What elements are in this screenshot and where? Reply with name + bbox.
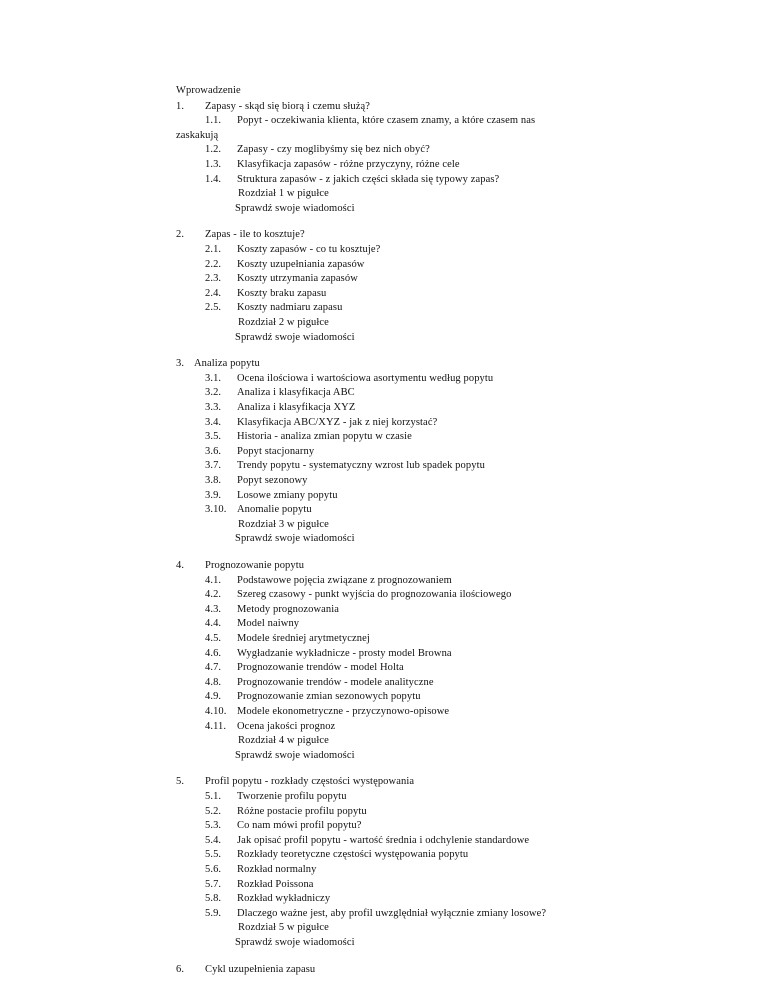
section-number: 1.1. bbox=[205, 115, 222, 127]
section-title: Analiza i klasyfikacja ABC bbox=[237, 387, 355, 399]
section-title: Klasyfikacja zapasów - różne przyczyny, różne cele bbox=[237, 159, 460, 170]
chapter-number: 1. bbox=[176, 100, 185, 112]
section-title: Losowe zmiany popytu bbox=[237, 489, 338, 501]
section-number: 4.1. bbox=[205, 574, 222, 586]
section-number: 4.6. bbox=[205, 647, 222, 659]
section-title: Modele ekonometryczne - przyczynowo-opisowe bbox=[237, 706, 450, 717]
section-title: Popyt sezonowy bbox=[237, 475, 308, 486]
section-number: 2.5. bbox=[205, 302, 222, 314]
section-number: 5.7. bbox=[205, 878, 222, 890]
section-number: 4.11. bbox=[205, 720, 227, 732]
section-number: 5.1. bbox=[205, 791, 222, 802]
section-number: 4.4. bbox=[205, 618, 222, 630]
section-title: Anomalie popytu bbox=[237, 504, 312, 516]
section-number: 5.3. bbox=[205, 820, 222, 832]
section-title: Co nam mówi profil popytu? bbox=[237, 820, 362, 832]
section-number: 2.3. bbox=[205, 273, 222, 285]
section-number: 4.9. bbox=[205, 691, 222, 703]
section-number: 5.4. bbox=[205, 834, 222, 846]
section-title: Modele średniej arytmetycznej bbox=[237, 633, 370, 644]
section-number: 2.4. bbox=[205, 287, 222, 299]
section-number: 3.5. bbox=[205, 431, 222, 443]
section-title: Metody prognozowania bbox=[237, 603, 340, 615]
section-title: Analiza i klasyfikacja XYZ bbox=[237, 402, 356, 413]
section-title: Rozkład normalny bbox=[237, 864, 317, 875]
section-title: Prognozowanie trendów - modele analityczne bbox=[237, 676, 434, 688]
section-title: Koszty uzupełniania zapasów bbox=[237, 258, 365, 270]
section-title: Koszty braku zapasu bbox=[237, 287, 327, 299]
section-number: 5.8. bbox=[205, 893, 222, 905]
chapter-quiz: Sprawdź swoje wiadomości bbox=[235, 533, 355, 545]
section-number: 4.2. bbox=[205, 589, 222, 601]
section-title: Różne postacie profilu popytu bbox=[237, 805, 367, 817]
section-number: 5.5. bbox=[205, 849, 222, 861]
section-number: 1.4. bbox=[205, 173, 222, 185]
section-number: 4.3. bbox=[205, 603, 222, 615]
section-number: 3.9. bbox=[205, 489, 222, 501]
section-title: Ocena ilościowa i wartościowa asortymentu według popytu bbox=[237, 372, 494, 384]
section-number: 3.8. bbox=[205, 475, 222, 486]
chapter-quiz: Sprawdź swoje wiadomości bbox=[235, 331, 355, 343]
section-number: 3.7. bbox=[205, 460, 222, 472]
section-number: 4.7. bbox=[205, 662, 222, 674]
section-number: 1.2. bbox=[205, 144, 222, 156]
chapter-summary: Rozdział 2 w pigułce bbox=[238, 317, 329, 328]
section-number: 4.8. bbox=[205, 676, 222, 688]
section-number: 2.1. bbox=[205, 244, 222, 255]
section-title: Tworzenie profilu popytu bbox=[237, 791, 347, 802]
section-title: Trendy popytu - systematyczny wzrost lub spadek popytu bbox=[237, 460, 485, 472]
section-title: Popyt stacjonarny bbox=[237, 445, 315, 457]
chapter-title: Zapas - ile to kosztuje? bbox=[205, 229, 305, 241]
section-title: Klasyfikacja ABC/XYZ - jak z niej korzystać? bbox=[237, 416, 438, 428]
chapter-title: Prognozowanie popytu bbox=[205, 560, 305, 571]
section-title: Prognozowanie zmian sezonowych popytu bbox=[237, 691, 421, 703]
section-title: Ocena jakości prognoz bbox=[237, 720, 336, 732]
section-title: Koszty nadmiaru zapasu bbox=[237, 302, 343, 314]
section-number: 3.1. bbox=[205, 372, 222, 384]
section-title-continuation: zaskakują bbox=[176, 129, 219, 141]
section-title: Wygładzanie wykładnicze - prosty model Browna bbox=[237, 647, 452, 659]
chapter-summary: Rozdział 5 w pigułce bbox=[238, 922, 329, 934]
chapter-number: 6. bbox=[176, 963, 185, 975]
section-number: 5.2. bbox=[205, 805, 222, 817]
section-title: Popyt - oczekiwania klienta, które czasem znamy, a które czasem nas bbox=[237, 115, 536, 127]
section-number: 3.3. bbox=[205, 402, 222, 413]
section-title: Dlaczego ważne jest, aby profil uwzględniał wyłącznie zmiany losowe? bbox=[237, 907, 547, 919]
section-title: Rozkład Poissona bbox=[237, 878, 314, 890]
section-number: 4.10. bbox=[205, 706, 227, 717]
chapter-number: 2. bbox=[176, 229, 185, 241]
section-number: 5.6. bbox=[205, 864, 222, 875]
chapter-summary: Rozdział 3 w pigułce bbox=[238, 518, 329, 530]
chapter-number: 3. bbox=[176, 358, 185, 370]
section-title: Koszty utrzymania zapasów bbox=[237, 273, 358, 285]
section-title: Model naiwny bbox=[237, 618, 300, 630]
section-title: Zapasy - czy moglibyśmy się bez nich obyć? bbox=[237, 144, 430, 156]
chapter-title: Analiza popytu bbox=[194, 358, 260, 370]
section-title: Szereg czasowy - punkt wyjścia do prognozowania ilościowego bbox=[237, 589, 512, 601]
section-number: 1.3. bbox=[205, 159, 222, 170]
chapter-summary: Rozdział 4 w pigułce bbox=[238, 735, 329, 747]
section-number: 2.2. bbox=[205, 258, 222, 270]
intro-title: Wprowadzenie bbox=[176, 85, 241, 96]
section-title: Struktura zapasów - z jakich części składa się typowy zapas? bbox=[237, 173, 500, 185]
chapter-title: Profil popytu - rozkłady częstości występowania bbox=[205, 776, 415, 788]
section-title: Podstawowe pojęcia związane z prognozowaniem bbox=[237, 574, 452, 586]
section-title: Rozkład wykładniczy bbox=[237, 893, 331, 905]
section-number: 3.6. bbox=[205, 445, 222, 457]
section-number: 3.2. bbox=[205, 387, 222, 399]
chapter-summary: Rozdział 1 w pigułce bbox=[238, 188, 329, 200]
chapter-quiz: Sprawdź swoje wiadomości bbox=[235, 202, 355, 214]
chapter-quiz: Sprawdź swoje wiadomości bbox=[235, 937, 355, 948]
section-number: 3.10. bbox=[205, 504, 227, 516]
chapter-quiz: Sprawdź swoje wiadomości bbox=[235, 749, 355, 761]
chapter-title: Zapasy - skąd się biorą i czemu służą? bbox=[205, 100, 371, 112]
section-title: Jak opisać profil popytu - wartość średnia i odchylenie standardowe bbox=[237, 834, 530, 846]
section-number: 4.5. bbox=[205, 633, 222, 644]
section-title: Prognozowanie trendów - model Holta bbox=[237, 662, 404, 674]
chapter-number: 5. bbox=[176, 776, 185, 788]
chapter-number: 4. bbox=[176, 560, 185, 571]
section-title: Historia - analiza zmian popytu w czasie bbox=[237, 431, 412, 443]
section-number: 3.4. bbox=[205, 416, 222, 428]
section-number: 5.9. bbox=[205, 907, 222, 919]
section-title: Koszty zapasów - co tu kosztuje? bbox=[237, 244, 381, 255]
chapter-title: Cykl uzupełnienia zapasu bbox=[205, 963, 316, 975]
section-title: Rozkłady teoretyczne częstości występowania popytu bbox=[237, 849, 469, 861]
